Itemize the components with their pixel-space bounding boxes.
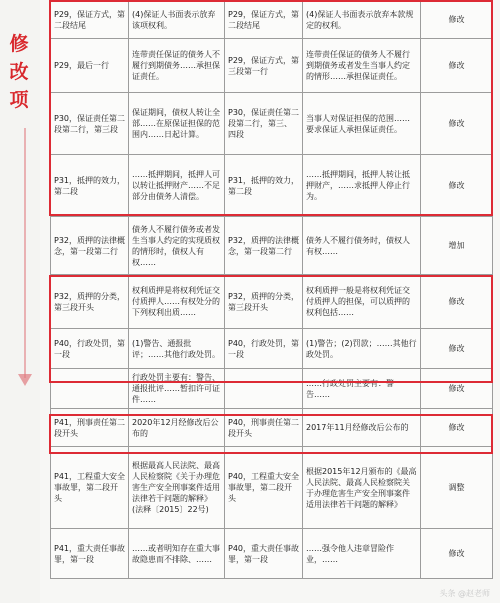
old-text-cell: 债务人不履行债务或者发生当事人约定的实现质权的情形时，债权人有权…… [129, 217, 225, 275]
table-row [51, 217, 493, 275]
old-article-cell: P41，刑事责任第二段开头 [51, 409, 129, 447]
old-text-cell: (4)保证人书面表示放弃该项权利。 [129, 1, 225, 39]
old-article-cell: P31，抵押的效力，第二段 [51, 155, 129, 217]
table-row [51, 1, 493, 39]
old-article-cell: P29，最后一行 [51, 39, 129, 93]
new-text-cell: ……强令他人违章冒险作业，…… [303, 529, 421, 579]
old-text-cell: 保证期间，债权人转让全部……在原保证担保的范围内……日起计算。 [129, 93, 225, 155]
change-type-cell: 修改 [421, 93, 493, 155]
table-row [51, 447, 493, 529]
old-article-cell [51, 369, 129, 409]
table-row [51, 155, 493, 217]
table-row [51, 275, 493, 329]
old-text-cell: 行政处罚主要有：警告、通报批评……暂扣许可证件…… [129, 369, 225, 409]
change-type-cell: 修改 [421, 39, 493, 93]
table-row [51, 329, 493, 369]
new-article-cell: P29，保证方式，第二段结尾 [225, 1, 303, 39]
new-text-cell: ……行政处罚主要有：警告…… [303, 369, 421, 409]
change-type-cell: 修改 [421, 275, 493, 329]
table-row [51, 93, 493, 155]
old-article-cell: P41，工程重大安全事故罪，第二段开头 [51, 447, 129, 529]
new-article-cell: P40，工程重大安全事故罪，第二段开头 [225, 447, 303, 529]
old-article-cell: P32，质押的分类，第三段开头 [51, 275, 129, 329]
old-text-cell: (1)警告、通报批评；……其他行政处罚。 [129, 329, 225, 369]
new-article-cell: P32，质押的法律概念，第一段第二行 [225, 217, 303, 275]
new-text-cell: ……抵押期间，抵押人转让抵押财产，……求抵押人停止行为。 [303, 155, 421, 217]
change-type-cell: 修改 [421, 329, 493, 369]
new-text-cell: 债务人不履行债务时，债权人有权…… [303, 217, 421, 275]
new-text-cell: 当事人对保证担保的范围……要求保证人承担保证责任。 [303, 93, 421, 155]
new-article-cell: P30，保证责任第二段第二行，第三、四段 [225, 93, 303, 155]
new-article-cell: P29，保证方式，第三段第一行 [225, 39, 303, 93]
old-text-cell: ……或者明知存在重大事故隐患而不排除、…… [129, 529, 225, 579]
new-article-cell [225, 369, 303, 409]
new-text-cell: 连带责任保证的债务人不履行到期债务或者发生当事人约定的情形……承担保证责任。 [303, 39, 421, 93]
down-arrow-icon [18, 374, 32, 386]
side-annotation [0, 0, 40, 603]
new-article-cell: P40，刑事责任第二段开头 [225, 409, 303, 447]
old-text-cell: 连带责任保证的债务人不履行到期债务……承担保证责任。 [129, 39, 225, 93]
change-type-cell: 修改 [421, 1, 493, 39]
watermark: 头条 @赵老师 [439, 589, 490, 598]
table-row [51, 369, 493, 409]
old-text-cell: 根据最高人民法院、最高人民检察院《关于办理危害生产安全刑事案件适用法律若干问题的解释》(法释〔2015〕22号) [129, 447, 225, 529]
old-text-cell: 2020年12月经修改后公布的 [129, 409, 225, 447]
new-text-cell: 权利质押一般是将权利凭证交付质押人的担保，可以质押的权利包括…… [303, 275, 421, 329]
new-article-cell: P31，抵押的效力，第二段 [225, 155, 303, 217]
new-text-cell: 2017年11月经修改后公布的 [303, 409, 421, 447]
table-row [51, 39, 493, 93]
side-label-modified-items: 修 改 项 [9, 33, 29, 111]
down-arrow-line [24, 128, 26, 378]
old-article-cell: P32，质押的法律概念，第一段第二行 [51, 217, 129, 275]
change-type-cell: 修改 [421, 369, 493, 409]
old-text-cell: 权利质押是将权利凭证交付质押人……有权处分的下列权利出质…… [129, 275, 225, 329]
old-text-cell: ……抵押期间，抵押人可以转让抵押财产……不足部分由债务人清偿。 [129, 155, 225, 217]
change-type-cell: 修改 [421, 409, 493, 447]
change-type-cell: 增加 [421, 217, 493, 275]
new-article-cell: P32，质押的分类，第三段开头 [225, 275, 303, 329]
change-type-cell: 修改 [421, 155, 493, 217]
change-type-cell: 调整 [421, 447, 493, 529]
old-article-cell: P41，重大责任事故罪，第一段 [51, 529, 129, 579]
new-text-cell: 根据2015年12月颁布的《最高人民法院、最高人民检察院关于办理危害生产安全刑事案件适用法律若干问题的解释》 [303, 447, 421, 529]
old-article-cell: P29，保证方式，第二段结尾 [51, 1, 129, 39]
old-article-cell: P30，保证责任第二段第二行，第三段 [51, 93, 129, 155]
new-text-cell: (4)保证人书面表示放弃本款规定的权利。 [303, 1, 421, 39]
table-row [51, 529, 493, 579]
new-article-cell: P40，重大责任事故罪，第一段 [225, 529, 303, 579]
table-row [51, 409, 493, 447]
old-article-cell: P40，行政处罚，第一段 [51, 329, 129, 369]
change-type-cell: 修改 [421, 529, 493, 579]
revision-table [50, 0, 493, 579]
new-text-cell: (1)警告；(2)罚款；……其他行政处罚。 [303, 329, 421, 369]
new-article-cell: P40，行政处罚，第一段 [225, 329, 303, 369]
